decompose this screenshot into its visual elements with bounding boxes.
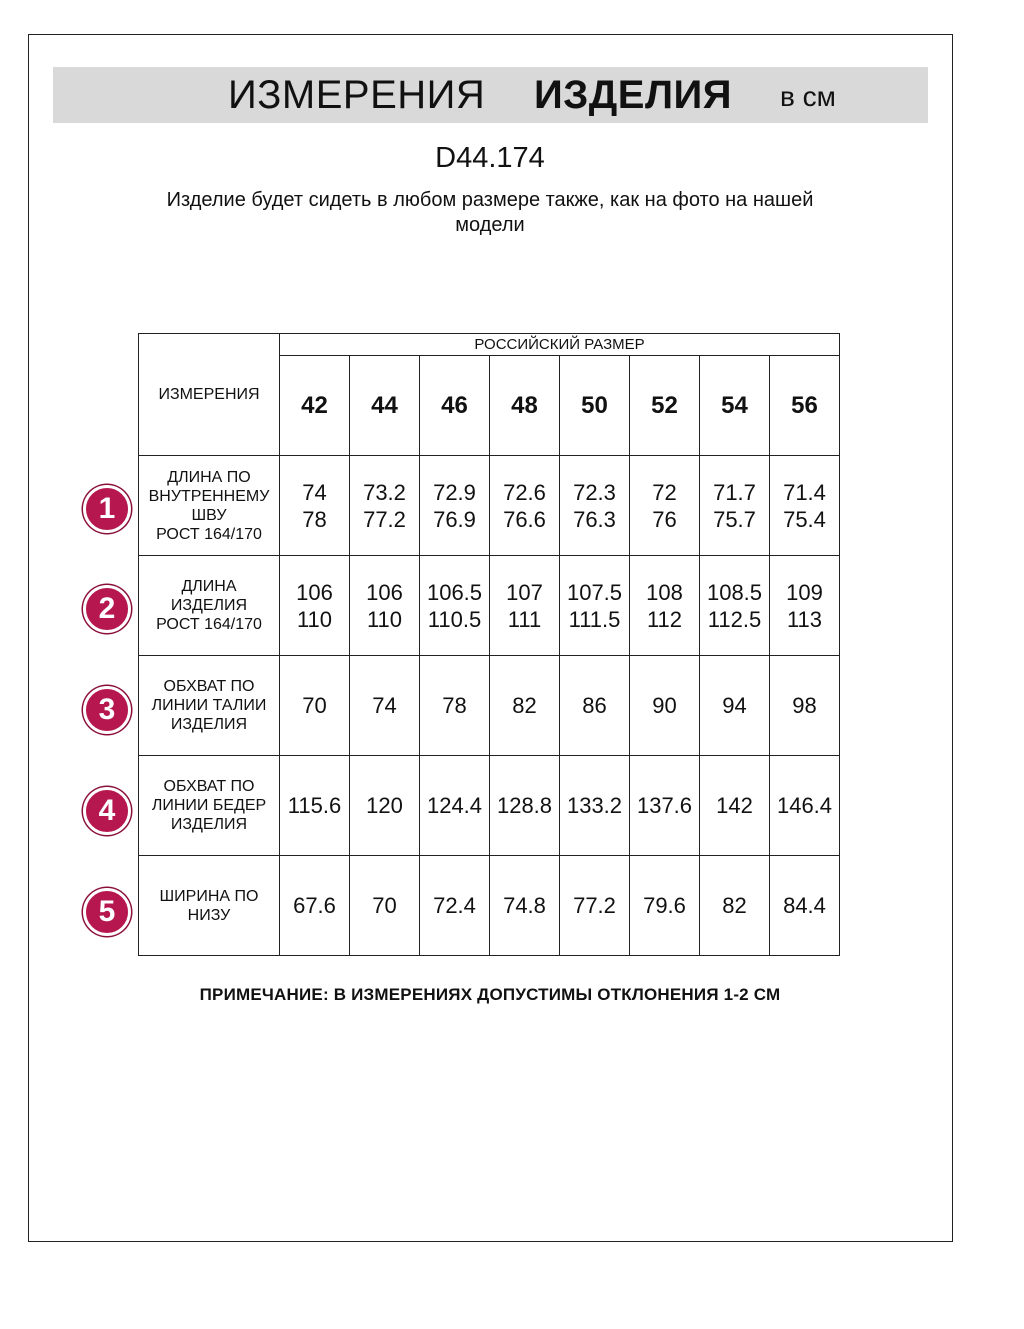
size-header-cell: 46 (420, 356, 490, 456)
value-text: 146.4 (776, 793, 833, 818)
value-cell (350, 756, 420, 856)
value-text: 71.4 (783, 479, 826, 505)
size-header-cell: 52 (630, 356, 700, 456)
value-cell (350, 456, 420, 556)
title-banner (53, 67, 928, 123)
measurement-label-line: РОСТ 164/170 (156, 616, 262, 633)
value-cell (560, 556, 630, 656)
value-text: 109 (786, 579, 823, 605)
measurement-label-line: ИЗДЕЛИЯ (170, 716, 248, 733)
value-text: 82 (512, 693, 537, 718)
value-text: 106 (366, 579, 403, 605)
value-text: 72 (652, 479, 677, 505)
measurement-row (139, 856, 840, 956)
value-text: 110.5 (427, 606, 482, 632)
measurement-label (139, 856, 280, 956)
value-text: 137.6 (636, 793, 693, 818)
measurement-label-line: ЛИНИИ ТАЛИИ (151, 697, 267, 714)
value-cell (630, 456, 700, 556)
measurement-label (139, 456, 280, 556)
value-cell (770, 456, 840, 556)
value-text: 70 (372, 893, 397, 918)
measurement-row (139, 756, 840, 856)
value-cell (350, 856, 420, 956)
value-cell (630, 556, 700, 656)
row-number-badge: 3 (83, 686, 131, 734)
tolerance-note: ПРИМЕЧАНИЕ: В ИЗМЕРЕНИЯХ ДОПУСТИМЫ ОТКЛОНЕНИЯ 1-2 СМ (199, 985, 781, 1004)
measurement-label-line: ШИРИНА ПО (159, 887, 259, 905)
size-header-cell: 42 (280, 356, 350, 456)
title-unit: в см (780, 81, 836, 112)
measurement-label-line: ИЗДЕЛИЯ (170, 597, 248, 614)
value-text: 120 (366, 793, 403, 818)
size-chart-table (138, 333, 840, 956)
value-text: 94 (722, 693, 747, 718)
value-text: 108.5 (706, 579, 763, 605)
measurement-label-line: ИЗДЕЛИЯ (170, 816, 248, 833)
value-text: 75.7 (713, 506, 756, 532)
product-code: D44.174 (435, 142, 545, 174)
measurement-row (139, 556, 840, 656)
value-cell (700, 656, 770, 756)
measurement-label-line: ЛИНИИ БЕДЕР (151, 797, 267, 814)
row-number-badge: 1 (83, 485, 131, 533)
value-cell (770, 556, 840, 656)
size-header-cell: 48 (490, 356, 560, 456)
measurement-label-line: РОСТ 164/170 (156, 525, 262, 543)
measurement-row (139, 656, 840, 756)
value-cell (560, 656, 630, 756)
value-cell (280, 856, 350, 956)
value-cell (420, 556, 490, 656)
value-text: 108 (646, 579, 683, 605)
value-text: 74 (302, 479, 327, 505)
value-cell (560, 456, 630, 556)
size-header-cell: 56 (770, 356, 840, 456)
value-text: 110 (296, 606, 333, 632)
value-text: 124.4 (426, 793, 483, 818)
value-cell (280, 656, 350, 756)
value-text: 76.6 (503, 506, 546, 532)
value-text: 74.8 (503, 893, 546, 918)
fit-description: Изделие будет сидеть в любом размере также, как на фото на нашей модели (166, 189, 814, 236)
value-cell (700, 756, 770, 856)
value-text: 98 (792, 693, 817, 718)
value-cell (630, 856, 700, 956)
value-text: 115.6 (287, 793, 342, 818)
value-text: 84.4 (783, 893, 826, 918)
value-cell (420, 856, 490, 956)
value-cell (490, 656, 560, 756)
value-text: 110 (366, 606, 403, 632)
value-cell (700, 856, 770, 956)
value-text: 107 (506, 579, 543, 605)
size-group-header: РОССИЙСКИЙ РАЗМЕР (280, 334, 840, 356)
value-cell (490, 756, 560, 856)
measurement-label-line: НИЗУ (187, 906, 231, 924)
measurement-label-line: ДЛИНА ПО (167, 468, 251, 486)
value-text: 142 (716, 793, 753, 818)
value-cell (280, 556, 350, 656)
value-text: 72.3 (573, 479, 616, 505)
value-cell (630, 756, 700, 856)
value-cell (350, 556, 420, 656)
measurement-label-line: ОБХВАТ ПО (163, 678, 255, 695)
value-text: 76 (652, 506, 677, 532)
value-cell (700, 456, 770, 556)
title-measurements: ИЗМЕРЕНИЯ (228, 73, 486, 117)
value-text: 74 (372, 693, 397, 718)
value-text: 78 (442, 693, 467, 718)
value-cell (560, 756, 630, 856)
row-number-badge: 5 (83, 888, 131, 936)
value-text: 75.4 (783, 506, 826, 532)
measurement-label (139, 656, 280, 756)
value-text: 78 (302, 506, 327, 532)
value-text: 79.6 (643, 893, 686, 918)
value-cell (490, 556, 560, 656)
value-text: 106.5 (426, 579, 483, 605)
value-text: 72.4 (433, 893, 476, 918)
value-text: 76.9 (433, 506, 476, 532)
size-header-cell: 44 (350, 356, 420, 456)
value-text: 107.5 (566, 579, 623, 605)
value-cell (420, 456, 490, 556)
value-text: 112 (646, 606, 683, 632)
value-text: 76.3 (573, 506, 616, 532)
value-text: 113 (786, 606, 823, 632)
value-cell (280, 756, 350, 856)
value-cell (490, 456, 560, 556)
title-product: ИЗДЕЛИЯ (534, 73, 733, 117)
size-header-cell: 50 (560, 356, 630, 456)
row-number-badge: 4 (83, 787, 131, 835)
row-number-badge: 2 (83, 585, 131, 633)
value-text: 77.2 (363, 506, 406, 532)
value-cell (280, 456, 350, 556)
value-cell (490, 856, 560, 956)
measurement-label-line: ВНУТРЕННЕМУ (148, 487, 270, 505)
value-text: 128.8 (496, 793, 553, 818)
value-cell (420, 656, 490, 756)
value-cell (770, 656, 840, 756)
value-cell (700, 556, 770, 656)
value-cell (770, 856, 840, 956)
value-text: 111 (507, 606, 542, 632)
corner-label: ИЗМЕРЕНИЯ (139, 334, 280, 456)
value-text: 77.2 (573, 893, 616, 918)
value-text: 70 (302, 693, 327, 718)
value-text: 112.5 (707, 606, 762, 632)
value-cell (630, 656, 700, 756)
value-text: 67.6 (293, 893, 336, 918)
measurement-label (139, 556, 280, 656)
value-text: 90 (652, 693, 677, 718)
measurement-label-line: ДЛИНА (181, 578, 237, 595)
value-text: 72.6 (503, 479, 546, 505)
value-text: 72.9 (433, 479, 476, 505)
measurement-label-line: ОБХВАТ ПО (163, 778, 255, 795)
value-cell (560, 856, 630, 956)
value-cell (770, 756, 840, 856)
measurement-label-line: ШВУ (191, 506, 227, 524)
value-cell (350, 656, 420, 756)
value-text: 133.2 (566, 793, 623, 818)
value-text: 111.5 (568, 606, 621, 632)
measurement-label (139, 756, 280, 856)
value-cell (420, 756, 490, 856)
measurement-row (139, 456, 840, 556)
value-text: 86 (582, 693, 607, 718)
value-text: 73.2 (363, 479, 406, 505)
value-text: 71.7 (713, 479, 756, 505)
size-header-cell: 54 (700, 356, 770, 456)
value-text: 82 (722, 893, 747, 918)
value-text: 106 (296, 579, 333, 605)
